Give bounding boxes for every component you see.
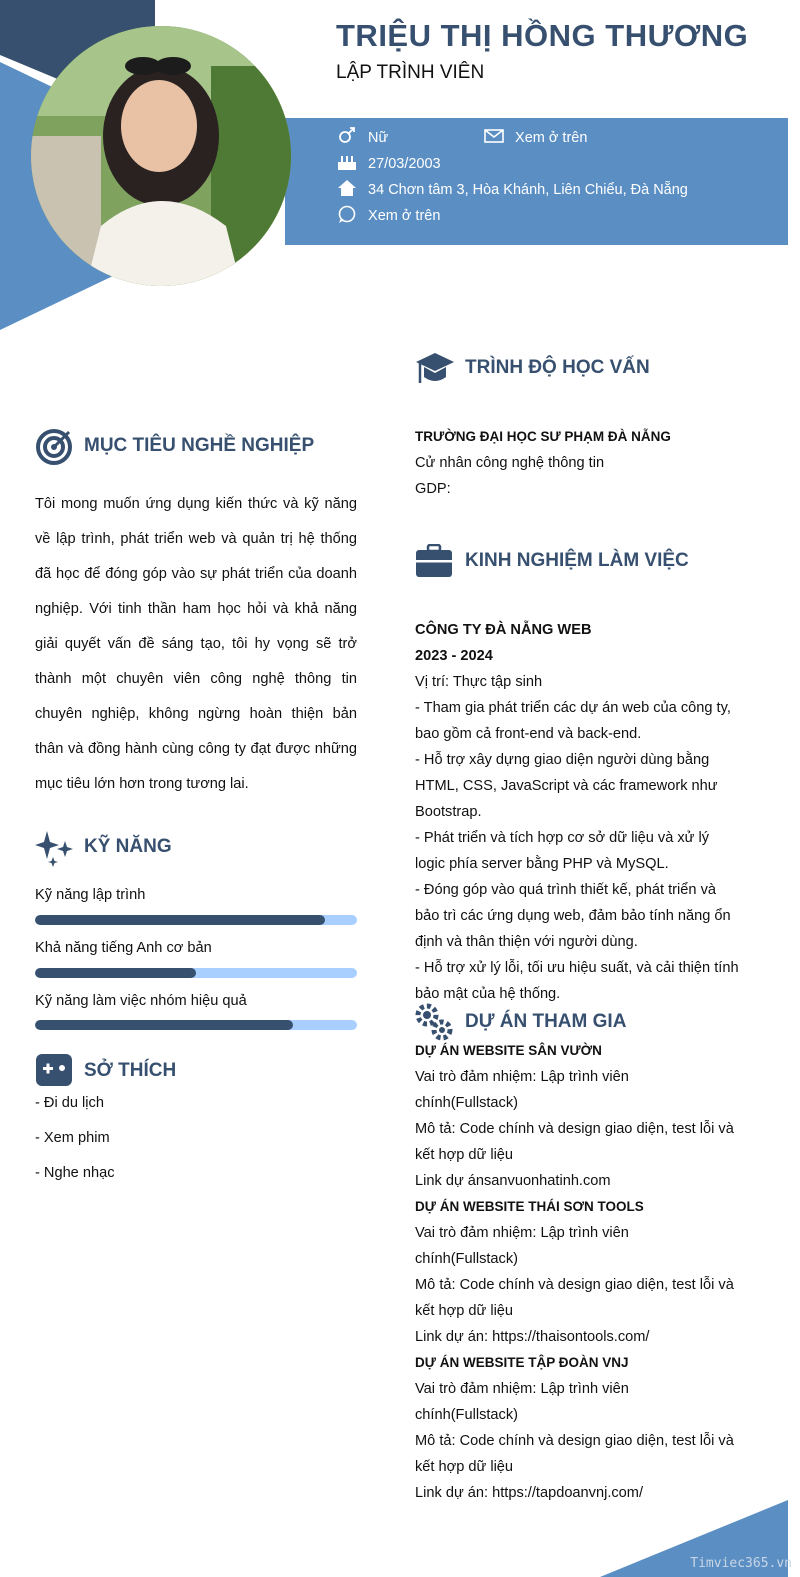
experience-title: KINH NGHIỆM LÀM VIỆC: [465, 550, 689, 571]
watermark-text: Timviec365.vn: [690, 1556, 792, 1571]
gamepad-icon: [35, 1052, 73, 1088]
work-period: 2023 - 2024: [415, 648, 493, 664]
experience-line: - Phát triển và tích hợp cơ sở dữ liệu và xử lý: [415, 830, 710, 846]
education-block: [415, 424, 671, 502]
experience-block: [415, 617, 745, 1007]
experience-line: Vị trí: Thực tập sinh: [415, 674, 543, 690]
project-line: kết hợp dữ liệu: [415, 1147, 514, 1163]
skill-label: Kỹ năng làm việc nhóm hiệu quả: [35, 993, 247, 1009]
project-line: Vai trò đảm nhiệm: Lập trình viên: [415, 1069, 629, 1085]
project-line: Vai trò đảm nhiệm: Lập trình viên: [415, 1225, 629, 1241]
birthday-value: 27/03/2003: [368, 156, 441, 172]
email-row: [483, 126, 587, 146]
experience-line: bảo mật của hệ thống.: [415, 986, 561, 1002]
graduation-cap-icon: [415, 349, 455, 389]
project-line: chính(Fullstack): [415, 1407, 518, 1423]
candidate-name: TRIỆU THỊ HỒNG THƯƠNG: [336, 18, 749, 53]
experience-line: bảo trì các ứng dụng web, đảm bảo tính năng ổn: [415, 908, 731, 924]
skills-title: KỸ NĂNG: [84, 836, 172, 857]
experience-line: - Đóng góp vào quá trình thiết kế, phát triển và: [415, 882, 716, 898]
sparkles-icon: [35, 829, 75, 867]
project-name: DỰ ÁN WEBSITE SÂN VƯỜN: [415, 1043, 602, 1058]
project-line: Mô tả: Code chính và design giao diện, test lỗi và: [415, 1121, 734, 1137]
project-name: DỰ ÁN WEBSITE TẬP ĐOÀN VNJ: [415, 1355, 629, 1370]
company-name: CÔNG TY ĐÀ NẴNG WEB: [415, 622, 592, 638]
project-line: Vai trò đảm nhiệm: Lập trình viên: [415, 1381, 629, 1397]
project-line: kết hợp dữ liệu: [415, 1459, 514, 1475]
hobby-item: - Nghe nhạc: [35, 1165, 115, 1181]
projects-block: [415, 1038, 745, 1506]
degree: Cử nhân công nghệ thông tin: [415, 455, 605, 471]
experience-line: HTML, CSS, JavaScript và các framework như: [415, 778, 718, 794]
target-icon: [35, 428, 73, 466]
envelope-icon: [483, 126, 505, 146]
objective-text: Tôi mong muốn ứng dụng kiến thức và kỹ năng về lập trình, phát triển web và quản trị hệ thống đã học để đóng góp vào sự phát triển của doanh nghiệp. Với tinh thần ham học hỏi và khả năng giải quyết vấn đề sáng tạo, tôi hy vọng sẽ trở thành một chuyên viên công nghệ thông tin chuyên nghiệp, không ngừng hoàn thiện bản thân và đồng hành cùng công ty đạt được những mục tiêu lớn hơn trong tương lai.: [35, 496, 357, 792]
school-name: TRƯỜNG ĐẠI HỌC SƯ PHẠM ĐÀ NẴNG: [415, 429, 671, 444]
gears-icon: [415, 1003, 455, 1041]
experience-line: logic phía server bằng PHP và MySQL.: [415, 856, 669, 872]
experience-line: bao gồm cả front-end và back-end.: [415, 726, 642, 742]
project-line: chính(Fullstack): [415, 1095, 518, 1111]
skill-bar: [35, 968, 357, 978]
address-value: 34 Chơn tâm 3, Hòa Khánh, Liên Chiểu, Đà Nẵng: [368, 182, 688, 198]
project-line: Mô tả: Code chính và design giao diện, test lỗi và: [415, 1433, 734, 1449]
gender-icon: [336, 126, 358, 146]
birthday-cake-icon: [336, 152, 358, 172]
project-line: kết hợp dữ liệu: [415, 1303, 514, 1319]
skill-bar-fill: [35, 1020, 293, 1030]
profile-photo: [31, 26, 291, 286]
home-icon: [336, 178, 358, 198]
phone-value: Xem ở trên: [368, 208, 441, 224]
address-row: [336, 178, 688, 198]
skill-bar: [35, 1020, 357, 1030]
birthday-row: [336, 152, 441, 172]
gpa: GDP:: [415, 481, 451, 497]
briefcase-icon: [415, 544, 453, 578]
skill-bar: [35, 915, 357, 925]
hobbies-list: [35, 1086, 115, 1191]
project-line: Link dự án: https://thaisontools.com/: [415, 1329, 650, 1345]
email-value: Xem ở trên: [515, 130, 588, 146]
hobby-item: - Xem phim: [35, 1130, 110, 1146]
experience-line: - Hỗ trợ xử lý lỗi, tối ưu hiệu suất, và cải thiện tính: [415, 960, 739, 976]
skill-label: Khả năng tiếng Anh cơ bản: [35, 940, 212, 956]
project-line: chính(Fullstack): [415, 1251, 518, 1267]
phone-row: [336, 204, 440, 224]
objective-title: MỤC TIÊU NGHỀ NGHIỆP: [84, 435, 315, 456]
skill-bar-fill: [35, 968, 196, 978]
whatsapp-icon: [336, 204, 358, 224]
project-name: DỰ ÁN WEBSITE THÁI SƠN TOOLS: [415, 1199, 644, 1214]
education-title: TRÌNH ĐỘ HỌC VẤN: [465, 357, 650, 378]
project-line: Link dự ánsanvuonhatinh.com: [415, 1173, 611, 1189]
projects-title: DỰ ÁN THAM GIA: [465, 1011, 627, 1032]
skill-label: Kỹ năng lập trình: [35, 887, 146, 903]
gender-row: [336, 126, 388, 146]
experience-line: định và thân thiện với người dùng.: [415, 934, 638, 950]
job-title: LẬP TRÌNH VIÊN: [336, 62, 485, 83]
hobbies-title: SỞ THÍCH: [84, 1060, 177, 1081]
gender-value: Nữ: [368, 130, 389, 146]
project-line: Mô tả: Code chính và design giao diện, test lỗi và: [415, 1277, 734, 1293]
skill-bar-fill: [35, 915, 325, 925]
project-line: Link dự án: https://tapdoanvnj.com/: [415, 1485, 643, 1501]
experience-line: Bootstrap.: [415, 804, 482, 820]
hobby-item: - Đi du lịch: [35, 1095, 104, 1111]
experience-line: - Tham gia phát triển các dự án web của công ty,: [415, 700, 731, 716]
experience-line: - Hỗ trợ xây dựng giao diện người dùng bằng: [415, 752, 710, 768]
